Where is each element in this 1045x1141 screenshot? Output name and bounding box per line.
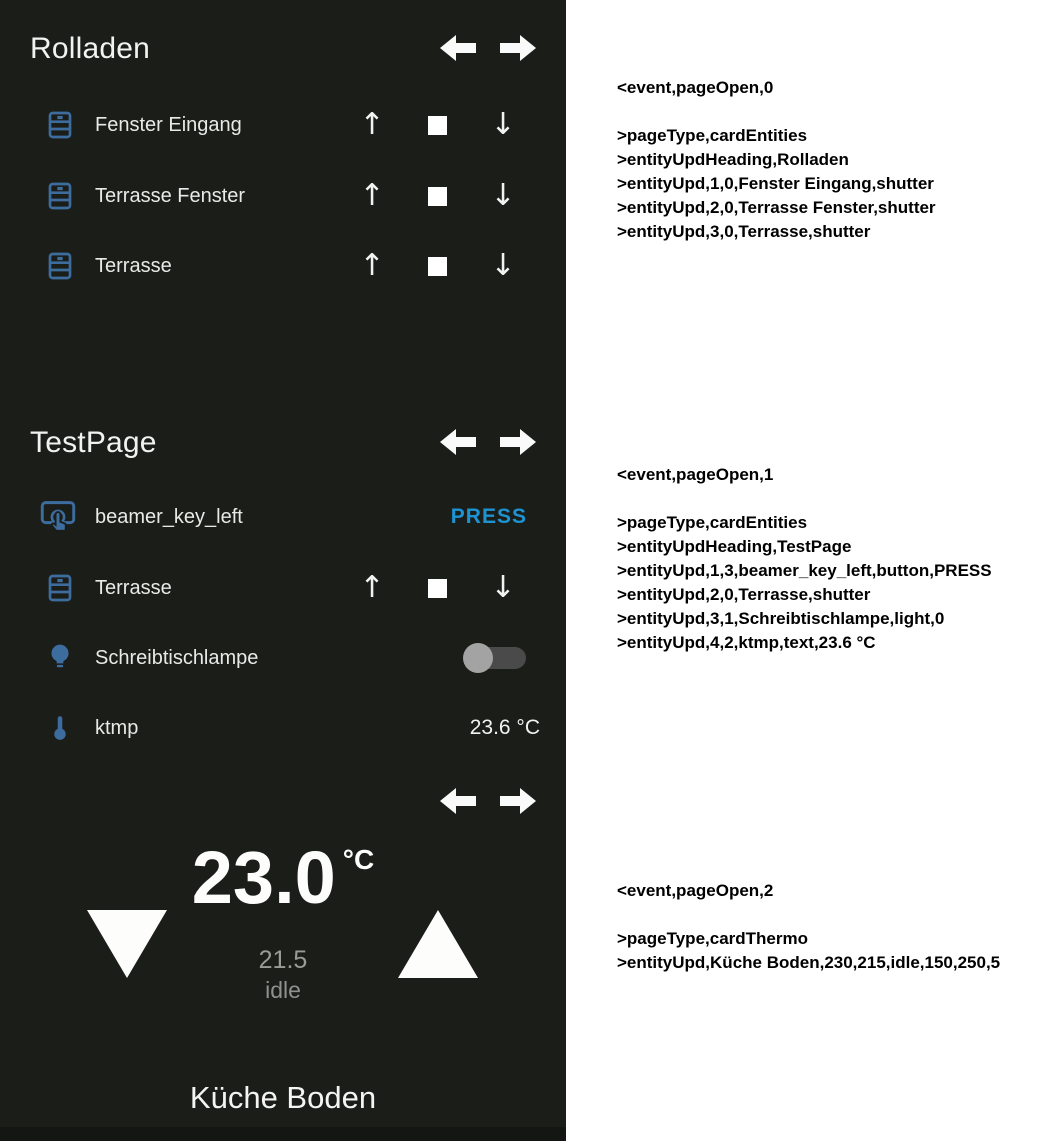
temperature-unit: °C: [342, 844, 375, 875]
entity-label: Schreibtischlampe: [95, 647, 259, 669]
entity-row-beamer-key-left: [0, 497, 566, 537]
shutter-icon: [44, 572, 76, 604]
nav-next-button[interactable]: [499, 33, 543, 63]
entity-label: Terrasse Fenster: [95, 185, 246, 207]
shutter-up-button[interactable]: ↑: [352, 246, 392, 286]
nav-prev-button[interactable]: [439, 786, 483, 816]
nav-next-button[interactable]: [499, 427, 543, 457]
arrow-right-icon: [499, 33, 543, 63]
lightbulb-icon: [44, 642, 76, 674]
shutter-icon: [44, 109, 76, 141]
shutter-down-button[interactable]: ↓: [483, 246, 523, 286]
shutter-stop-button[interactable]: [417, 246, 457, 286]
protocol-line: <event,pageOpen,1: [617, 465, 774, 484]
entity-row-schreibtischlampe: [0, 638, 566, 678]
protocol-block-page2: [617, 879, 1045, 975]
stop-square-icon: [428, 579, 447, 598]
arrow-left-icon: [439, 427, 483, 457]
protocol-line: >entityUpdHeading,TestPage: [617, 537, 852, 556]
protocol-line: >entityUpd,Küche Boden,230,215,idle,150,250,5: [617, 953, 1001, 972]
shutter-up-button[interactable]: ↑: [352, 568, 392, 608]
shutter-down-button[interactable]: ↓: [483, 105, 523, 145]
protocol-line: >entityUpd,2,0,Terrasse Fenster,shutter: [617, 198, 936, 217]
entity-row-fenster-eingang: [0, 105, 566, 145]
entity-row-ktmp: [0, 708, 566, 748]
nav-prev-button[interactable]: [439, 33, 483, 63]
entity-row-terrasse-2: [0, 568, 566, 608]
light-toggle-switch[interactable]: [463, 642, 527, 674]
protocol-blank-line: [617, 487, 1045, 511]
page-heading-testpage: TestPage: [30, 426, 157, 459]
protocol-line: <event,pageOpen,2: [617, 881, 774, 900]
thermostat-state: idle: [265, 977, 301, 1003]
protocol-line: >pageType,cardThermo: [617, 929, 808, 948]
shutter-stop-button[interactable]: [417, 568, 457, 608]
page-heading-rolladen: Rolladen: [30, 32, 151, 65]
panel-bottom-edge: [0, 1127, 566, 1141]
nav-prev-button[interactable]: [439, 427, 483, 457]
protocol-line: >entityUpd,3,0,Terrasse,shutter: [617, 222, 871, 241]
protocol-line: <event,pageOpen,0: [617, 78, 774, 97]
shutter-icon: [44, 250, 76, 282]
entity-row-terrasse: [0, 246, 566, 286]
protocol-block-page1: [617, 463, 1045, 655]
current-temperature-value: 23.0: [191, 836, 336, 919]
protocol-line: >entityUpdHeading,Rolladen: [617, 150, 849, 169]
entity-label: beamer_key_left: [95, 506, 243, 528]
entity-label: Terrasse: [95, 255, 172, 277]
protocol-line: >entityUpd,4,2,ktmp,text,23.6 °C: [617, 633, 876, 652]
protocol-line: >entityUpd,1,3,beamer_key_left,button,PRESS: [617, 561, 992, 580]
toggle-knob: [463, 643, 493, 673]
arrow-right-icon: [499, 786, 543, 816]
current-temperature: [0, 836, 566, 936]
arrow-left-icon: [439, 786, 483, 816]
arrow-left-icon: [439, 33, 483, 63]
stop-square-icon: [428, 187, 447, 206]
entity-label: Fenster Eingang: [95, 114, 242, 136]
entity-label: ktmp: [95, 717, 139, 739]
arrow-right-icon: [499, 427, 543, 457]
protocol-line: >entityUpd,2,0,Terrasse,shutter: [617, 585, 871, 604]
shutter-icon: [44, 180, 76, 212]
thermostat-name: Küche Boden: [189, 1080, 377, 1115]
press-button[interactable]: PRESS: [451, 497, 527, 537]
shutter-down-button[interactable]: ↓: [483, 568, 523, 608]
protocol-block-page0: [617, 76, 1045, 244]
protocol-line: >entityUpd,1,0,Fenster Eingang,shutter: [617, 174, 934, 193]
protocol-line: >entityUpd,3,1,Schreibtischlampe,light,0: [617, 609, 945, 628]
entity-label: Terrasse: [95, 577, 172, 599]
stop-square-icon: [428, 116, 447, 135]
entity-row-terrasse-fenster: [0, 176, 566, 216]
shutter-down-button[interactable]: ↓: [483, 176, 523, 216]
entity-value: 23.6 °C: [469, 716, 540, 739]
thermometer-icon: [44, 712, 76, 744]
shutter-up-button[interactable]: ↑: [352, 176, 392, 216]
protocol-blank-line: [617, 903, 1045, 927]
shutter-stop-button[interactable]: [417, 176, 457, 216]
nav-next-button[interactable]: [499, 786, 543, 816]
gesture-tap-button-icon: [38, 501, 78, 533]
target-temperature: 21.5: [258, 946, 308, 974]
shutter-stop-button[interactable]: [417, 105, 457, 145]
protocol-line: >pageType,cardEntities: [617, 126, 808, 145]
stop-square-icon: [428, 257, 447, 276]
protocol-blank-line: [617, 100, 1045, 124]
protocol-line: >pageType,cardEntities: [617, 513, 808, 532]
shutter-up-button[interactable]: ↑: [352, 105, 392, 145]
